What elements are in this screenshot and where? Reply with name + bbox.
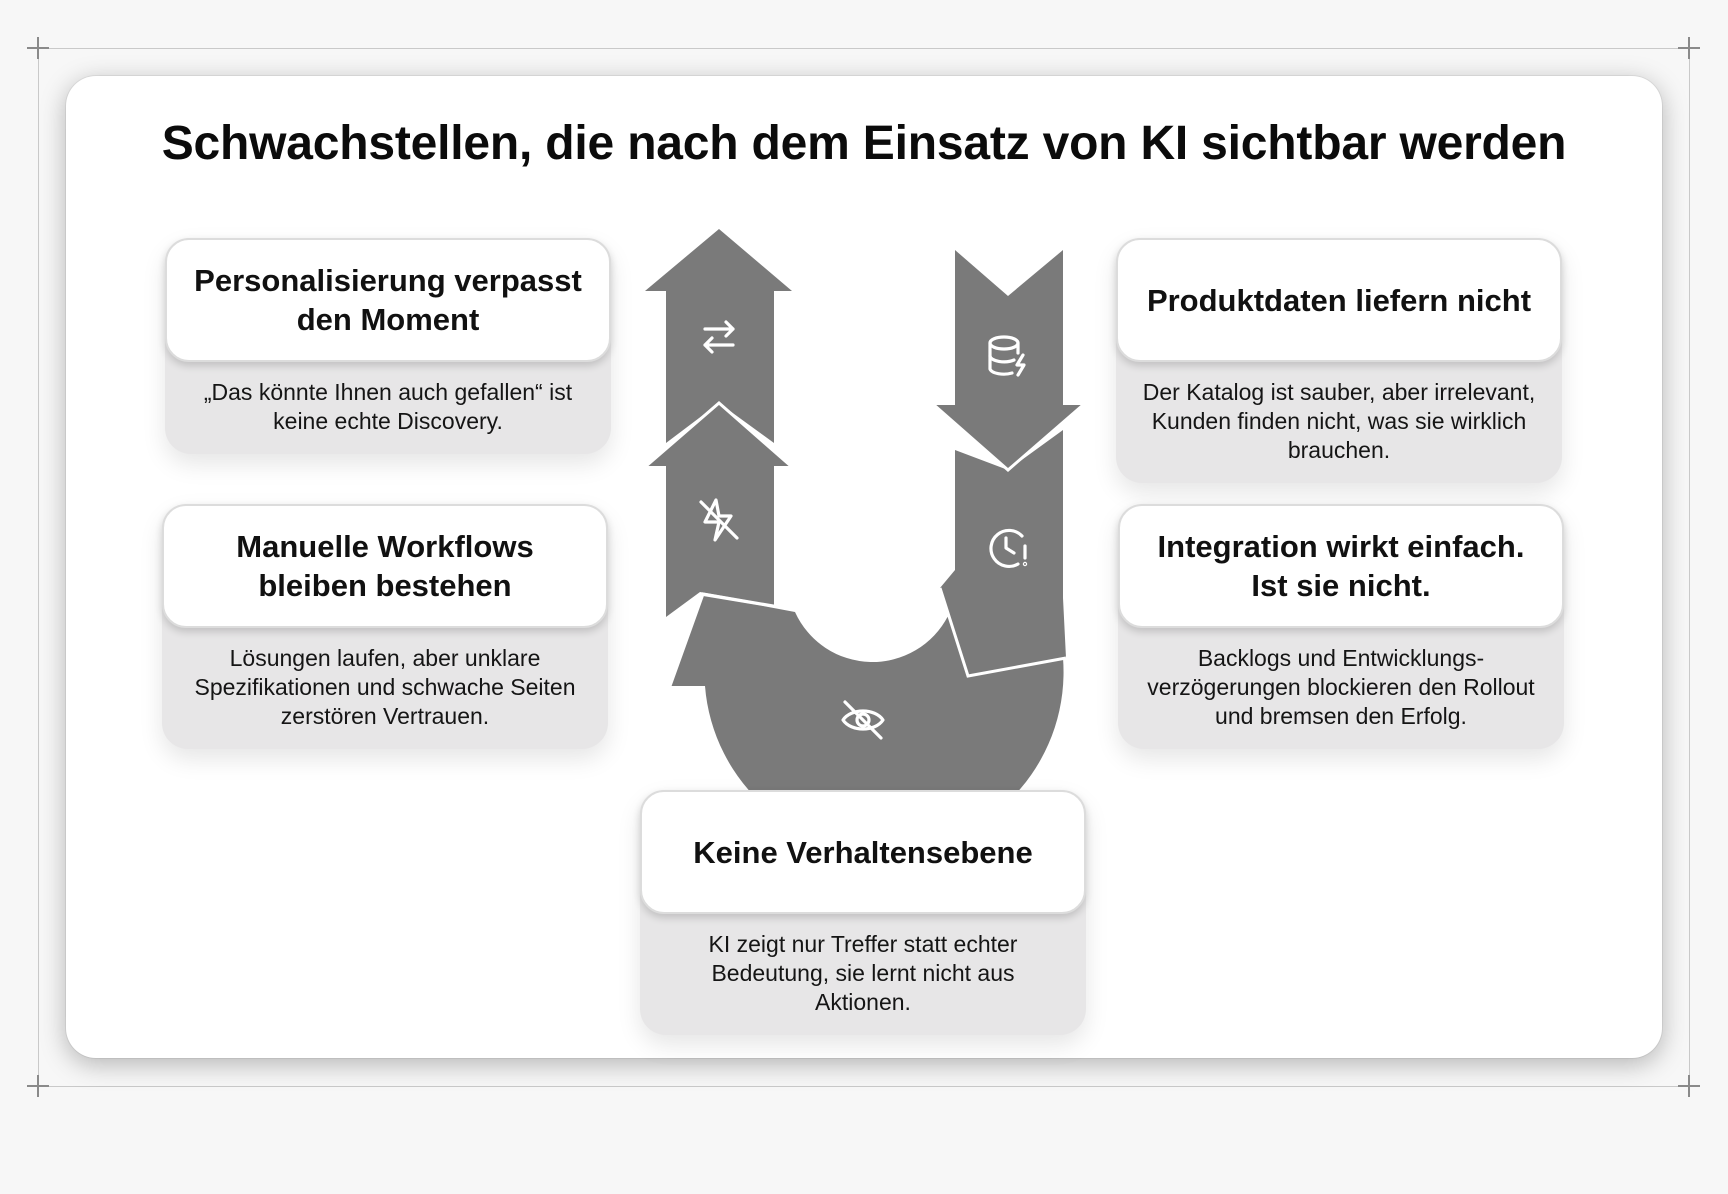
card-heading: Personalisierung verpasst den Moment [165, 238, 611, 362]
card-heading: Keine Verhaltensebene [640, 790, 1086, 914]
card-description: Der Katalog ist sauber, aber irrelevant, Kunden finden nicht, was sie wirklich brauchen. [1142, 379, 1536, 463]
card-description: KI zeigt nur Treffer statt echter Bedeutung, sie lernt nicht aus Aktionen. [708, 931, 1018, 1015]
card-heading: Manuelle Workflows bleiben bestehen [162, 504, 608, 628]
weakness-card-manual-workflows [162, 504, 608, 749]
card-description: Lösungen laufen, aber unklare Spezifikationen und schwache Seiten zerstören Vertrauen. [194, 645, 576, 729]
card-description: Backlogs und Entwicklungs-verzögerungen blockieren den Rollout und bremsen den Erfolg. [1147, 645, 1535, 729]
page-title: Schwachstellen, die nach dem Einsatz von KI sichtbar werden [161, 117, 1567, 170]
weakness-card-integration [1118, 504, 1564, 749]
weakness-card-behavior-layer [640, 790, 1086, 1035]
card-heading: Integration wirkt einfach. Ist sie nicht. [1118, 504, 1564, 628]
card-description: „Das könnte Ihnen auch gefallen“ ist keine echte Discovery. [203, 379, 573, 434]
arrow-shapes [645, 229, 1083, 852]
weakness-card-personalization [165, 238, 611, 454]
card-heading: Produktdaten liefern nicht [1116, 238, 1562, 362]
weakness-card-product-data [1116, 238, 1562, 483]
